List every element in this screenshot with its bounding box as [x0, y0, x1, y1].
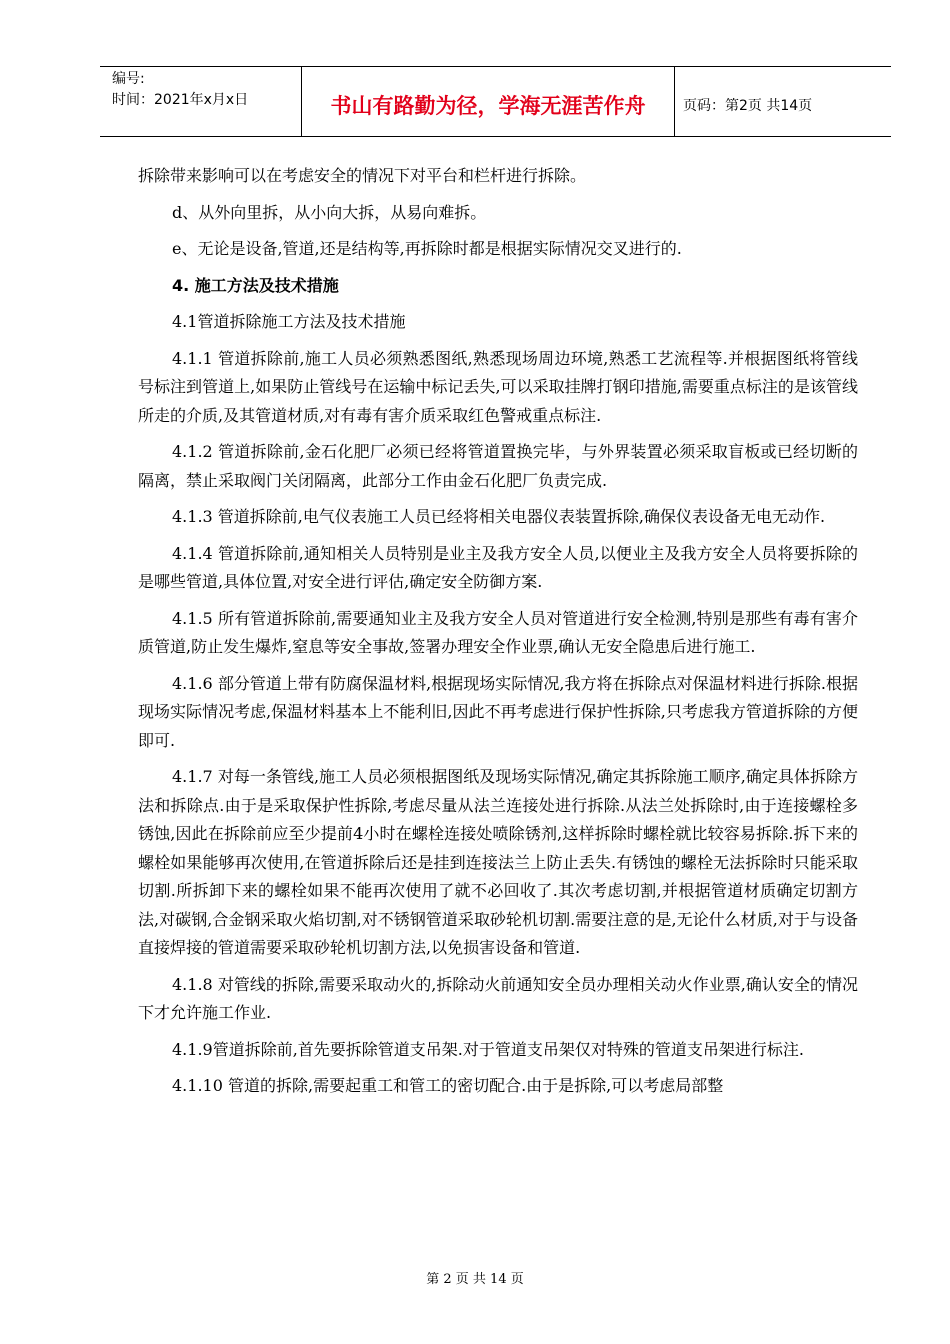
number-label: 编号: [112, 71, 145, 87]
time-label: 时间：2021年x月x日 [112, 92, 249, 108]
subsection-heading: 4.1管道拆除施工方法及技术措施 [172, 312, 406, 331]
paragraph: 4.1.1 管道拆除前,施工人员必须熟悉图纸,熟悉现场周边环境,熟悉工艺流程等.并根据图纸将管线号标注到管道上,如果防止管线号在运输中标记丢失,可以采取挂牌打钢印措施,需要重点标注的是该管线所走的介质,及其管道材质,对有毒有害介质采取红色警戒重点标注. [138, 348, 858, 425]
paragraph: 4.1.9管道拆除前,首先要拆除管道支吊架.对于管道支吊架仅对特殊的管道支吊架进行标注. [172, 1039, 804, 1059]
paragraph: 拆除带来影响可以在考虑安全的情况下对平台和栏杆进行拆除。 [138, 166, 587, 185]
page-footer: 第 2 页 共 14 页 [426, 1272, 524, 1287]
paragraph: 4.1.8 对管线的拆除,需要采取动火的,拆除动火前通知安全员办理相关动火作业票,确认安全的情况下才允许施工作业. [138, 974, 858, 1022]
header-page-info: 页码：第2页 共14页 [683, 97, 813, 114]
document-body [138, 162, 858, 1109]
page-header [100, 66, 891, 137]
paragraph: 4.1.7 对每一条管线,施工人员必须根据图纸及现场实际情况,确定其拆除施工顺序,确定具体拆除方法和拆除点.由于是采取保护性拆除,考虑尽量从法兰连接处进行拆除.从法兰处拆除时,由于连接螺栓多锈蚀,因此在拆除前应至少提前4小时在螺栓连接处喷除锈剂,这样拆除时螺栓就比较容易拆除.拆下来的螺栓如果能够再次使用,在管道拆除后还是挂到连接法兰上防止丢失.有锈蚀的螺栓无法拆除时只能采取切割.所拆卸下来的螺栓如果不能再次使用了就不必回收了.其次考虑切割,并根据管道材质确定切割方法,对碳钢,合金钢采取火焰切割,对不锈钢管道采取砂轮机切割.需要注意的是,无论什么材质,对于与设备直接焊接的管道需要采取砂轮机切割方法,以免损害设备和管道. [138, 767, 858, 957]
header-motto: 书山有路勤为径，学海无涯苦作舟 [302, 67, 675, 136]
paragraph: 4.1.3 管道拆除前,电气仪表施工人员已经将相关电器仪表装置拆除,确保仪表设备无电无动作. [172, 507, 826, 526]
paragraph: 4.1.6 部分管道上带有防腐保温材料,根据现场实际情况,我方将在拆除点对保温材料进行拆除.根据现场实际情况考虑,保温材料基本上不能利旧,因此不再考虑进行保护性拆除,只考虑我方管道拆除的方便即可. [138, 673, 858, 750]
paragraph: 4.1.5 所有管道拆除前,需要通知业主及我方安全人员对管道进行安全检测,特别是那些有毒有害介质管道,防止发生爆炸,窒息等安全事故,签署办理安全作业票,确认无安全隐患后进行施工. [138, 608, 858, 656]
paragraph: d、从外向里拆，从小向大拆，从易向难拆。 [172, 202, 487, 222]
paragraph: 4.1.2 管道拆除前,金石化肥厂必须已经将管道置换完毕，与外界装置必须采取盲板或已经切断的隔离，禁止采取阀门关闭隔离，此部分工作由金石化肥厂负责完成. [138, 442, 858, 490]
header-meta [100, 67, 302, 136]
paragraph: 4.1.10 管道的拆除,需要起重工和管工的密切配合.由于是拆除,可以考虑局部整 [172, 1076, 724, 1095]
section-heading: 4. 施工方法及技术措施 [172, 275, 339, 295]
paragraph: e、无论是设备,管道,还是结构等,再拆除时都是根据实际情况交叉进行的. [172, 239, 682, 258]
paragraph: 4.1.4 管道拆除前,通知相关人员特别是业主及我方安全人员,以便业主及我方安全人员将要拆除的是哪些管道,具体位置,对安全进行评估,确定安全防御方案. [138, 543, 858, 591]
